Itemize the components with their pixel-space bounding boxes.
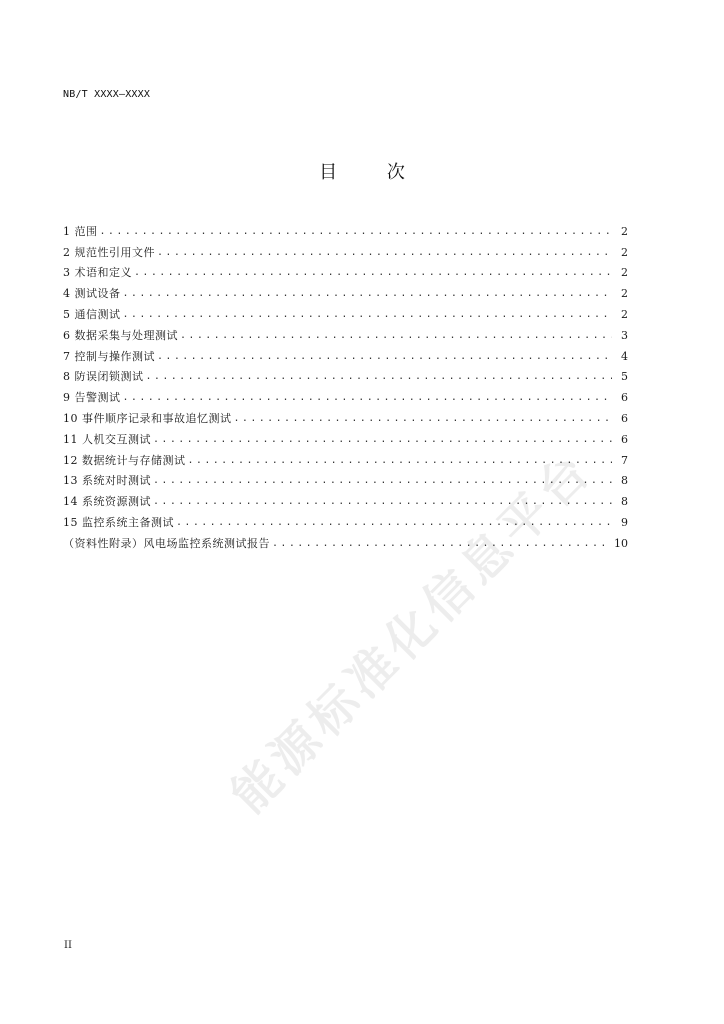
toc-leader-dots bbox=[153, 495, 612, 509]
toc-entry-label: 15 监控系统主备测试 bbox=[63, 515, 174, 529]
toc-entry-page: 6 bbox=[621, 432, 628, 446]
toc-leader-dots bbox=[123, 287, 613, 301]
toc-entry-alarm-test[interactable] bbox=[63, 384, 628, 405]
toc-entry-label: 6 数据采集与处理测试 bbox=[63, 328, 178, 342]
toc-entry-page: 4 bbox=[621, 349, 628, 363]
toc-entry-communication-test[interactable] bbox=[63, 301, 628, 322]
toc-entry-redundancy-test[interactable] bbox=[63, 509, 628, 530]
toc-entry-annex-test-report[interactable] bbox=[63, 530, 628, 551]
toc-entry-data-statistics-test[interactable] bbox=[63, 447, 628, 468]
toc-leader-dots bbox=[188, 454, 613, 468]
toc-entry-label: 2 规范性引用文件 bbox=[63, 245, 155, 259]
toc-entry-page: 2 bbox=[621, 307, 628, 321]
toc-entry-label: 13 系统对时测试 bbox=[63, 474, 151, 488]
toc-entry-page: 6 bbox=[621, 391, 628, 405]
toc-entry-page: 9 bbox=[621, 515, 628, 529]
toc-entry-page: 2 bbox=[621, 224, 628, 238]
toc-entry-page: 10 bbox=[614, 536, 628, 550]
toc-entry-normative-references[interactable] bbox=[63, 239, 628, 260]
toc-entry-page: 8 bbox=[621, 474, 628, 488]
page-number: II bbox=[64, 940, 72, 951]
toc-leader-dots bbox=[100, 225, 613, 239]
toc-entry-page: 5 bbox=[621, 370, 628, 384]
toc-entry-scope[interactable] bbox=[63, 218, 628, 239]
toc-leader-dots bbox=[157, 246, 612, 260]
toc-leader-dots bbox=[176, 516, 612, 530]
toc-entry-time-sync-test[interactable] bbox=[63, 468, 628, 489]
toc-entry-page: 7 bbox=[621, 453, 628, 467]
toc-entry-label: 3 术语和定义 bbox=[63, 266, 132, 280]
toc-entry-control-operation-test[interactable] bbox=[63, 343, 628, 364]
toc-entry-label: 10 事件顺序记录和事故追忆测试 bbox=[63, 411, 232, 425]
toc-entry-label: 11 人机交互测试 bbox=[63, 432, 151, 446]
toc-entry-label: 7 控制与操作测试 bbox=[63, 349, 155, 363]
toc-entry-label: 1 范围 bbox=[63, 224, 98, 238]
toc-entry-label: 9 告警测试 bbox=[63, 391, 121, 405]
toc-entry-terms-definitions[interactable] bbox=[63, 260, 628, 281]
toc-leader-dots bbox=[157, 350, 612, 364]
table-of-contents bbox=[63, 218, 628, 551]
toc-entry-page: 8 bbox=[621, 495, 628, 509]
toc-entry-event-recording-test[interactable] bbox=[63, 405, 628, 426]
toc-leader-dots bbox=[123, 308, 613, 322]
toc-entry-label: 8 防误闭锁测试 bbox=[63, 370, 144, 384]
toc-leader-dots bbox=[153, 474, 612, 488]
toc-entry-system-resource-test[interactable] bbox=[63, 488, 628, 509]
toc-leader-dots bbox=[134, 266, 612, 280]
toc-leader-dots bbox=[146, 370, 613, 384]
standard-code: NB/T XXXX—XXXX bbox=[63, 89, 151, 100]
toc-entry-page: 6 bbox=[621, 411, 628, 425]
toc-leader-dots bbox=[180, 329, 612, 343]
toc-entry-hmi-test[interactable] bbox=[63, 426, 628, 447]
watermark: 能源标准化信息平台 bbox=[220, 440, 605, 824]
toc-entry-label: 4 测试设备 bbox=[63, 287, 121, 301]
toc-leader-dots bbox=[272, 537, 610, 551]
toc-entry-interlock-test[interactable] bbox=[63, 364, 628, 385]
toc-entry-test-equipment[interactable] bbox=[63, 280, 628, 301]
toc-entry-label: （资料性附录）风电场监控系统测试报告 bbox=[63, 536, 270, 550]
toc-leader-dots bbox=[123, 391, 613, 405]
toc-entry-label: 14 系统资源测试 bbox=[63, 495, 151, 509]
toc-entry-page: 3 bbox=[621, 328, 628, 342]
toc-leader-dots bbox=[234, 412, 613, 426]
toc-entry-data-acquisition-test[interactable] bbox=[63, 322, 628, 343]
toc-leader-dots bbox=[153, 433, 612, 447]
toc-title: 目 次 bbox=[319, 162, 427, 183]
toc-entry-page: 2 bbox=[621, 266, 628, 280]
toc-entry-label: 12 数据统计与存储测试 bbox=[63, 453, 186, 467]
toc-entry-label: 5 通信测试 bbox=[63, 307, 121, 321]
toc-entry-page: 2 bbox=[621, 245, 628, 259]
toc-entry-page: 2 bbox=[621, 287, 628, 301]
